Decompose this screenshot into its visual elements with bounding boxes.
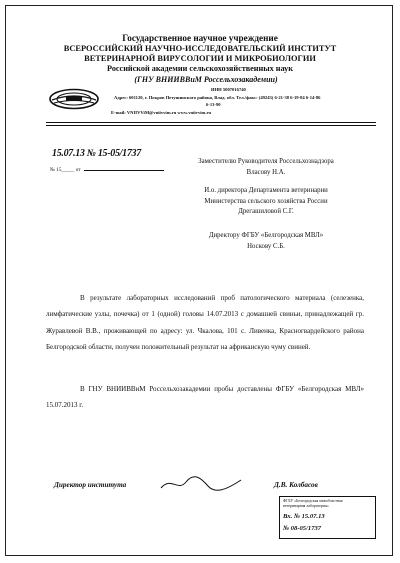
signatory-title: Директор института	[54, 481, 127, 489]
letterhead-line-5: (ГНУ ВНИИВВиМ Россельхозакадемии)	[134, 75, 278, 84]
body-paragraph-1: В результате лабораторных исследований проб патологического материала (селезенка, лимфатические узлы, почечка) от 1 (одной) головы 14.07.2013 с домашней свиньи, принадлежащей гр. Журавлевой В.В., проживающей по адресу: ул. Чкалова, 101 с. Ливенка, Красногвардейского района Белгородской области, получен положительный результат на африканскую чуму свиней.	[46, 294, 364, 351]
letterhead-line-1: Государственное научное учреждение	[122, 33, 278, 43]
recipient-line-3: И.о. директора Департамента ветеринарии	[204, 187, 328, 194]
stamp-handwritten-number: № 08-05/1737	[283, 525, 322, 532]
letterhead-details-1: ИНН 5007016740	[211, 87, 246, 92]
recipient-line-5: Дрегашиловой С.Г.	[238, 208, 294, 215]
letterhead-rule-bottom	[46, 125, 376, 126]
recipient-line-6: Директору ФГБУ «Белгородская МВЛ»	[208, 232, 324, 239]
letterhead-line-4: Российской академии сельскохозяйственных наук	[107, 64, 293, 73]
reference-label: № 15_____ от	[50, 167, 81, 173]
letterhead-details-2: Адрес: 601120, г. Покров Петушинского района, Влад. обл. Тел./факс: (49243) 6-21-38 6-19-84 6-14-86	[114, 95, 321, 100]
recipient-line-4: Министерства сельского хозяйства России	[204, 198, 328, 205]
document-page	[5, 5, 393, 556]
recipient-line-7: Носкову С.Б.	[247, 243, 285, 250]
reference-field	[50, 165, 164, 173]
stamp-line-1: ФГБУ «Белгородская межобластная	[283, 499, 343, 503]
handwritten-signature	[156, 474, 246, 494]
body-paragraph-2: В ГНУ ВНИИВВиМ Россельхозакадемии пробы доставлены ФГБУ «Белгородская МВЛ» 15.07.2013 г.	[46, 385, 364, 410]
recipient-line-1: Заместителю Руководителя Россельхознадзора	[198, 158, 334, 165]
registration-stamp	[279, 496, 376, 539]
institute-logo	[48, 88, 100, 110]
letterhead-line-2: ВСЕРОССИЙСКИЙ НАУЧНО-ИССЛЕДОВАТЕЛЬСКИЙ ИНСТИТУТ	[63, 44, 337, 53]
letterhead-details-4: E-mail: VNIIVViM@vniivvim.ru www.vniivvim.ru	[111, 110, 212, 115]
recipient-line-2: Власову Н.А.	[246, 169, 286, 176]
letterhead-line-3: ВЕТЕРИНАРНОЙ ВИРУСОЛОГИИ И МИКРОБИОЛОГИИ	[84, 54, 316, 63]
letterhead-rule-top	[46, 122, 376, 123]
outgoing-number-handwritten: 15.07.13 № 15-05/1737	[52, 148, 141, 159]
stamp-handwritten-date: Вх. № 15.07.13	[283, 513, 325, 520]
letterhead-details-3: 6-13-90	[206, 102, 221, 107]
stamp-line-2: ветеринарная лаборатория»	[283, 504, 329, 508]
signatory-name: Д.В. Колбасов	[274, 481, 318, 489]
